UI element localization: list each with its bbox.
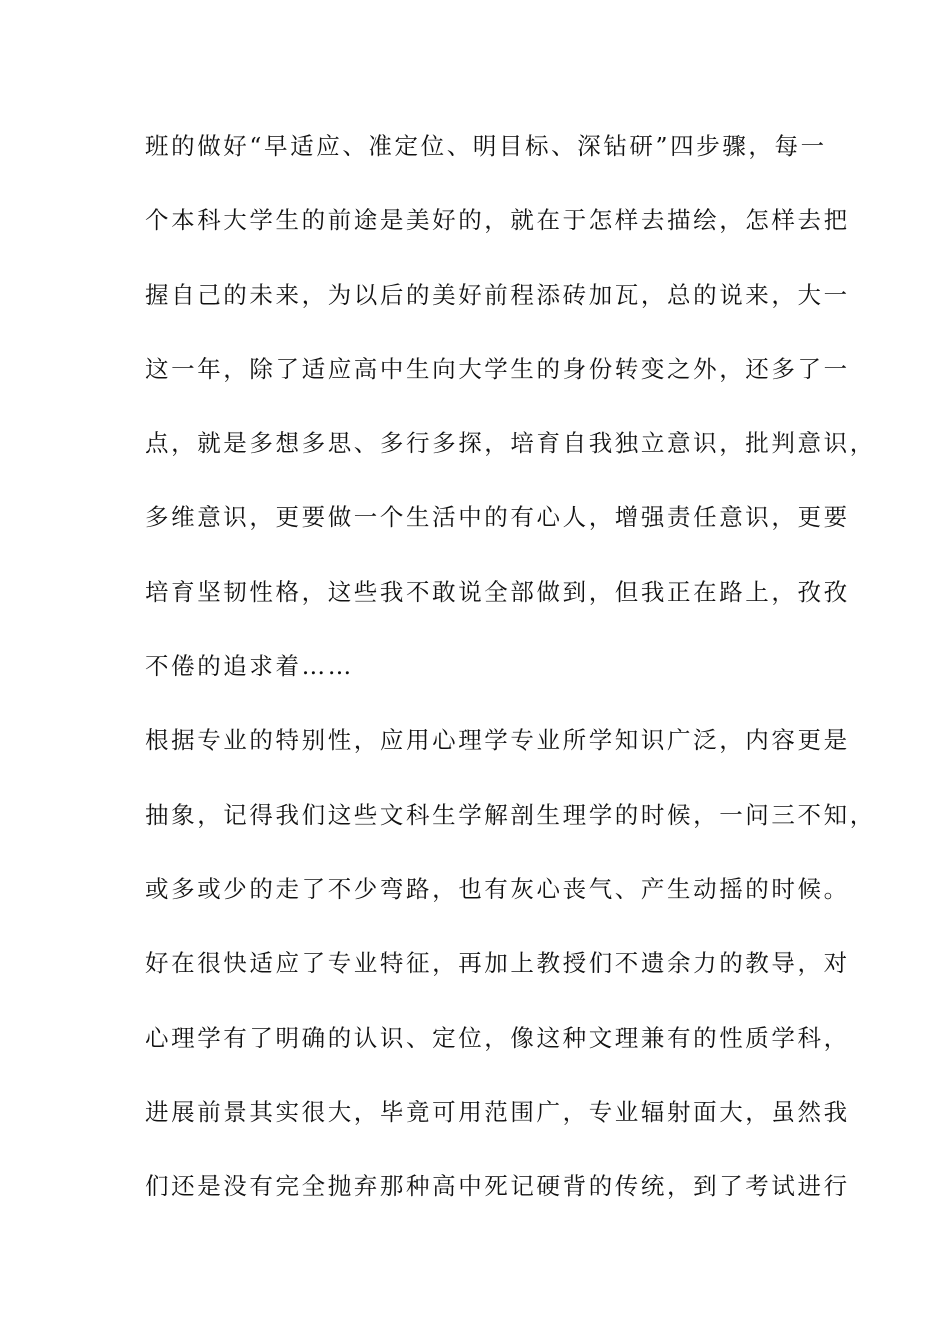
text-line-8: 不倦的追求着…… — [145, 652, 354, 681]
text-line-7: 培育坚韧性格，这些我不敢说全部做到，但我正在路上，孜孜 — [145, 577, 850, 606]
text-line-14: 进展前景其实很大，毕竟可用范围广，专业辐射面大，虽然我 — [145, 1097, 850, 1126]
text-line-12: 好在很快适应了专业特征，再加上教授们不遗余力的教导，对 — [145, 949, 850, 978]
text-line-4: 这一年，除了适应高中生向大学生的身份转变之外，还多了一 — [145, 354, 850, 383]
body-text — [145, 126, 876, 1240]
text-line-10: 抽象，记得我们这些文科生学解剖生理学的时候，一问三不知， — [145, 800, 876, 829]
text-line-13: 心理学有了明确的认识、定位，像这种文理兼有的性质学科， — [145, 1023, 850, 1052]
text-line-2: 个本科大学生的前途是美好的，就在于怎样去描绘，怎样去把 — [145, 206, 850, 235]
text-line-1: 班的做好“早适应、准定位、明目标、深钻研”四步骤，每一 — [145, 132, 827, 160]
text-line-6: 多维意识，更要做一个生活中的有心人，增强责任意识，更要 — [145, 503, 850, 532]
text-line-11: 或多或少的走了不少弯路，也有灰心丧气、产生动摇的时候。 — [145, 874, 850, 903]
text-line-9: 根据专业的特别性，应用心理学专业所学知识广泛，内容更是 — [145, 726, 850, 755]
text-line-5: 点，就是多想多思、多行多探，培育自我独立意识，批判意识， — [145, 429, 876, 458]
text-line-3: 握自己的未来，为以后的美好前程添砖加瓦，总的说来，大一 — [145, 280, 850, 309]
text-line-15: 们还是没有完全抛弃那种高中死记硬背的传统，到了考试进行 — [145, 1172, 850, 1201]
